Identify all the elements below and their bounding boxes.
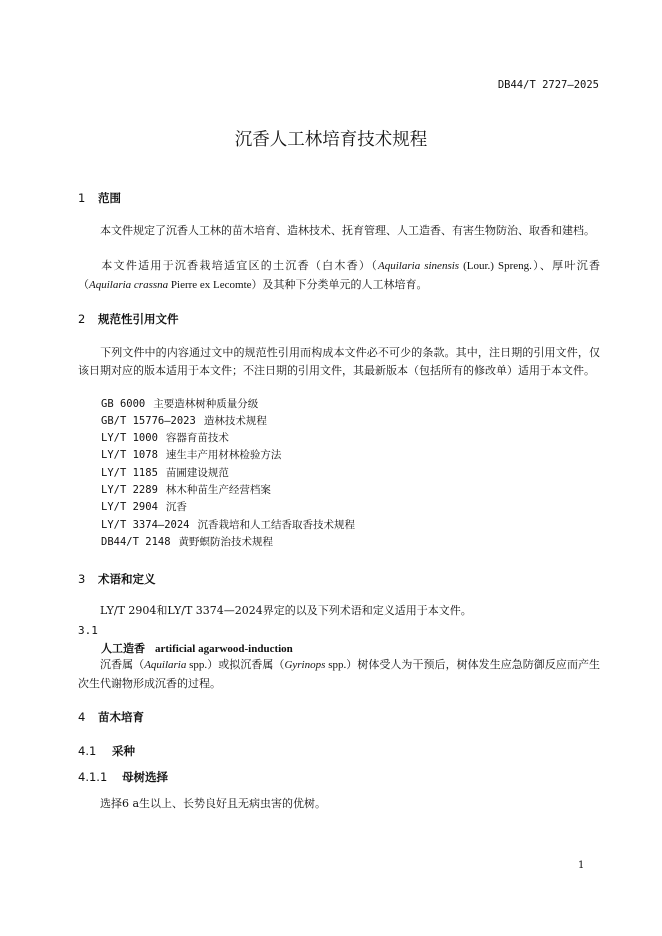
latin-name: Aquilaria crassna <box>89 278 169 291</box>
ref-name: 林木种苗生产经营档案 <box>165 484 271 496</box>
reference-item <box>101 465 229 480</box>
section-title: 术语和定义 <box>98 572 156 586</box>
section-title: 采种 <box>112 744 135 758</box>
terms-intro <box>78 602 600 620</box>
ref-name: 沉香栽培和人工结香取香技术规程 <box>197 519 356 531</box>
document-title: 沉香人工林培育技术规程 <box>234 130 428 150</box>
reference-item <box>101 413 267 428</box>
ref-name: 黄野螟防治技术规程 <box>178 536 274 548</box>
reference-item <box>101 517 355 532</box>
scope-paragraph-2 <box>78 257 600 294</box>
ref-name: 苗圃建设规范 <box>165 467 229 479</box>
mother-tree-text: 选择6 a生以上、长势良好且无病虫害的优树。 <box>100 797 327 810</box>
scope-text-2b: (Lour.) Spreng.）、厚叶沉香（ <box>78 260 601 291</box>
mother-tree-paragraph <box>78 795 600 813</box>
section-number: 2 <box>78 312 86 326</box>
section-number: 4.1.1 <box>78 770 108 784</box>
section-number: 4.1 <box>78 744 97 758</box>
terms-intro-text: LY/T 2904和LY/T 3374—2024界定的以及下列术语和定义适用于本文件。 <box>100 604 472 617</box>
latin-name: Aquilaria sinensis <box>378 260 460 272</box>
reference-item <box>101 396 258 411</box>
section-1-heading <box>78 190 121 206</box>
ref-name: 造林技术规程 <box>203 415 267 427</box>
section-4-1-heading <box>78 743 135 759</box>
ref-code: GB/T 15776—2023 <box>101 415 196 427</box>
ref-code: LY/T 1000 <box>101 432 158 444</box>
section-number: 3 <box>78 572 86 586</box>
ref-name: 沉香 <box>165 501 187 513</box>
ref-code: LY/T 3374—2024 <box>101 519 190 531</box>
ref-name: 主要造林树种质量分级 <box>153 398 259 410</box>
section-3-heading <box>78 571 156 587</box>
section-2-heading <box>78 311 179 327</box>
ref-code: DB44/T 2148 <box>101 536 171 548</box>
latin-name: Aquilaria <box>144 659 187 671</box>
term-chinese: 人工造香 <box>101 642 145 655</box>
scope-paragraph-1 <box>78 222 600 240</box>
section-title: 苗木培育 <box>98 710 144 724</box>
ref-name: 容器育苗技术 <box>165 432 229 444</box>
section-number: 4 <box>78 710 86 724</box>
ref-code: GB 6000 <box>101 398 146 410</box>
section-title: 范围 <box>98 191 121 205</box>
reference-item <box>101 499 187 514</box>
section-title: 规范性引用文件 <box>98 312 179 326</box>
normative-intro-text: 下列文件中的内容通过文中的规范性引用而构成本文件必不可少的条款。其中，注日期的引用文件，仅该日期对应的版本适用于本文件；不注日期的引用文件，其最新版本（包括所有的修改单）适用于本文件。 <box>78 346 600 377</box>
scope-text-1: 本文件规定了沉香人工林的苗木培育、造林技术、抚育管理、人工造香、有害生物防治、取香和建档。 <box>100 224 595 237</box>
definition-text-b: spp.）或拟沉香属（ <box>186 659 285 671</box>
ref-code: LY/T 2904 <box>101 501 158 513</box>
ref-code: LY/T 2289 <box>101 484 158 496</box>
scope-text-2c: Pierre ex Lecomte）及其种下分类单元的人工林培育。 <box>168 278 428 291</box>
ref-code: LY/T 1185 <box>101 467 158 479</box>
normative-intro <box>78 344 600 379</box>
definition-text-a: 沉香属（ <box>100 658 145 671</box>
section-number: 1 <box>78 191 86 205</box>
reference-item <box>101 482 271 497</box>
term-entry <box>101 640 293 656</box>
section-4-heading <box>78 709 144 725</box>
reference-item <box>101 447 281 462</box>
term-english: artificial agarwood-induction <box>155 643 293 655</box>
standard-number: DB44/T 2727—2025 <box>497 79 599 91</box>
reference-item <box>101 534 273 549</box>
ref-code: LY/T 1078 <box>101 449 158 461</box>
definition-text-c: spp.）树体受人为干预后，树体发生应急防御反应而产生次生代谢物形成沉香的过程。 <box>78 659 601 690</box>
section-4-1-1-heading <box>78 769 168 785</box>
ref-name: 速生丰产用材林检验方法 <box>165 449 282 461</box>
section-title: 母树选择 <box>122 770 168 784</box>
scope-text-2a: 本文件适用于沉香栽培适宜区的土沉香（白木香）（ <box>100 259 379 272</box>
term-definition <box>78 656 600 693</box>
reference-item <box>101 430 229 445</box>
term-number: 3.1 <box>78 624 98 637</box>
page-number: 1 <box>578 860 585 871</box>
latin-name: Gyrinops <box>284 659 326 671</box>
